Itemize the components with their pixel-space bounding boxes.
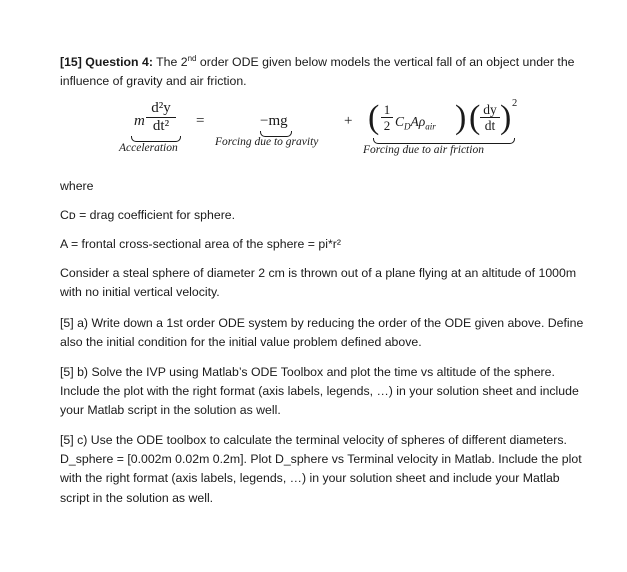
eq-cd-c: C (395, 114, 405, 129)
definition-cd: Cᴅ = drag coefficient for sphere. (60, 208, 236, 222)
label-gravity: Forcing due to gravity (215, 136, 319, 148)
eq-half-num: 1 (383, 102, 391, 117)
eq-equals: = (196, 113, 205, 129)
part-b-line2: Include the plot with the right format (axis labels, legends, …) in your solution sheet and include (60, 384, 579, 399)
intro-superscript: nd (187, 54, 197, 63)
scenario-line2: with no initial vertical velocity. (60, 285, 220, 300)
definition-area: A = frontal cross-sectional area of the sphere = pi*r² (60, 237, 341, 251)
scenario-line1: Consider a steal sphere of diameter 2 cm is thrown out of a plane flying at an altitude of 1000m (60, 266, 577, 280)
ode-equation (0, 98, 627, 162)
eq-plus: + (344, 113, 353, 129)
eq-mass: m (134, 113, 145, 129)
eq-drag-term (395, 114, 436, 132)
eq-velocity-fraction (480, 103, 500, 132)
eq-paren-open-1: ( (368, 99, 380, 136)
eq-half-den: 2 (383, 118, 391, 133)
eq-half-fraction (381, 103, 393, 132)
part-b-paragraph (60, 363, 584, 421)
eq-dt2: dt² (152, 118, 170, 134)
part-a-line2: also the initial condition for the initial value problem defined above. (60, 335, 422, 350)
question-number: [15] Question 4: (60, 55, 153, 70)
part-c-line1: [5] c) Use the ODE toolbox to calculate the terminal velocity of spheres of different diameters. (60, 433, 567, 447)
part-c-line3: with the right format (axis labels, legends, …) in your solution sheet and include your Matlab (60, 471, 560, 486)
scenario-paragraph (60, 264, 584, 302)
intro-text-post: order ODE given below models the vertical fall of an object under the (196, 55, 575, 70)
eq-a-rho: Aρ (410, 114, 426, 129)
eq-neg-mg: −mg (260, 113, 288, 129)
part-b-line3: your Matlab script in the solution as well. (60, 403, 281, 418)
eq-air-sub: air (425, 121, 436, 132)
eq-paren-close-2: ) (500, 99, 512, 136)
part-a-line1: [5] a) Write down a 1st order ODE system by reducing the order of the ODE given above. Define (60, 316, 584, 330)
eq-d2y: d²y (151, 100, 171, 116)
eq-dy: dy (483, 102, 497, 117)
intro-text-pre: The 2 (156, 55, 188, 70)
intro-text-line2: influence of gravity and air friction. (60, 74, 247, 89)
label-air-friction: Forcing due to air friction (363, 144, 484, 156)
part-c-paragraph (60, 431, 584, 508)
eq-paren-open-2: ( (469, 99, 481, 136)
eq-dt: dt (484, 118, 496, 133)
part-a-paragraph (60, 314, 584, 352)
eq-acceleration-fraction (146, 101, 176, 134)
eq-cd-sub: D (404, 121, 411, 132)
eq-paren-close-1: ) (455, 99, 467, 136)
part-c-line4: script in the solution as well. (60, 490, 214, 505)
part-c-line2: D_sphere = [0.002m 0.02m 0.2m]. Plot D_sphere vs Terminal velocity in Matlab. Include the plot (60, 452, 582, 467)
eq-exponent: 2 (512, 98, 518, 109)
where-text: where (60, 179, 94, 193)
part-b-line1: [5] b) Solve the IVP using Matlab’s ODE Toolbox and plot the time vs altitude of the sphere. (60, 365, 555, 379)
label-acceleration: Acceleration (119, 142, 178, 154)
question-intro (60, 49, 584, 92)
